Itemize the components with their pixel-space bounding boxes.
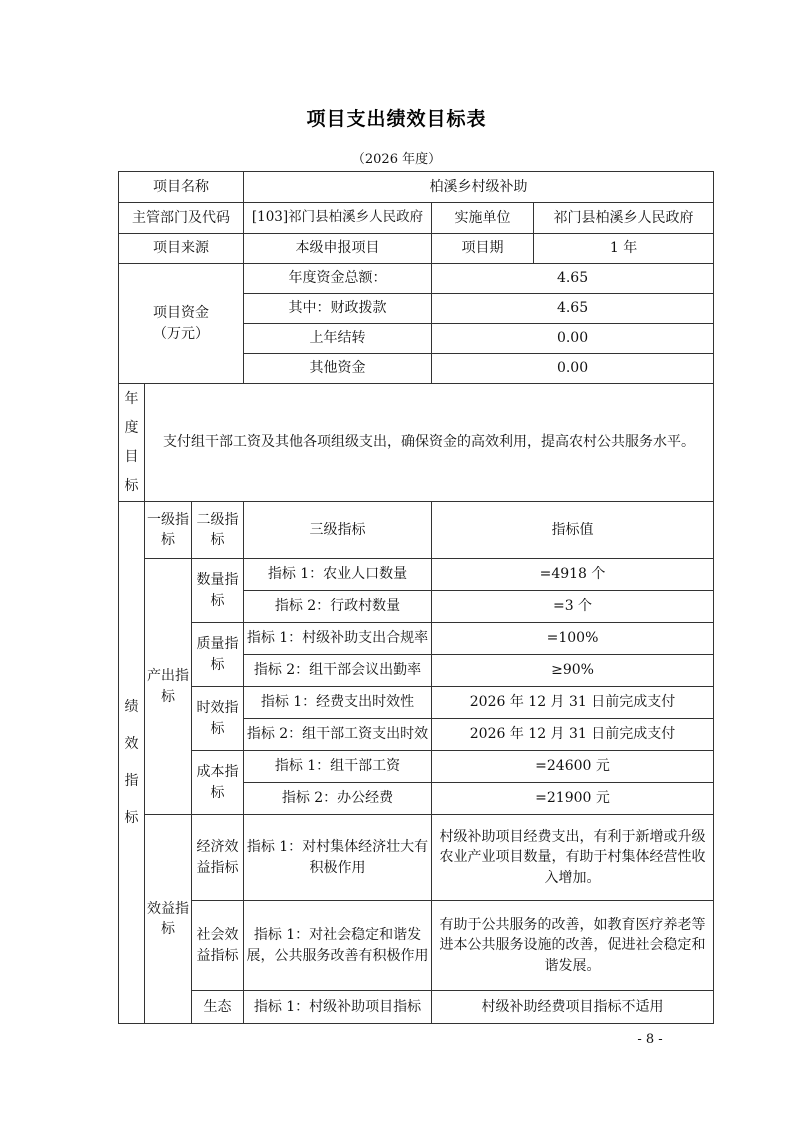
indicator-l3: 指标 2：行政村数量 bbox=[244, 591, 432, 623]
implementing-unit-label: 实施单位 bbox=[432, 203, 534, 234]
page-title: 项目支出绩效目标表 bbox=[306, 108, 487, 130]
implementing-unit-value: 祁门县柏溪乡人民政府 bbox=[534, 203, 714, 234]
header-level2: 二级指标 bbox=[192, 502, 244, 559]
table-row bbox=[119, 901, 714, 991]
output-indicators-label: 产出指标 bbox=[145, 559, 192, 815]
table-row bbox=[119, 559, 714, 591]
project-source-value: 本级申报项目 bbox=[244, 234, 432, 264]
table-row bbox=[119, 203, 714, 234]
indicator-value: 有助于公共服务的改善，如教育医疗养老等进本公共服务设施的改善，促进社会稳定和谐发展。 bbox=[432, 901, 714, 991]
table-row bbox=[119, 751, 714, 783]
project-period-value: 1 年 bbox=[534, 234, 714, 264]
department-value: [103]祁门县柏溪乡人民政府 bbox=[244, 203, 432, 234]
table-row bbox=[119, 384, 714, 502]
table-row bbox=[119, 623, 714, 655]
funding-label-line1: 项目资金 bbox=[153, 305, 209, 322]
page-number: - 8 - bbox=[637, 1032, 663, 1047]
project-funding-label bbox=[119, 264, 244, 384]
indicator-l3: 指标 1：经费支出时效性 bbox=[244, 687, 432, 719]
performance-target-table bbox=[118, 171, 714, 1024]
cost-group-label: 成本指标 bbox=[192, 751, 244, 815]
annual-goal-label bbox=[119, 384, 145, 502]
indicator-value: ≥90% bbox=[432, 655, 714, 687]
indicator-l3: 指标 1：村级补助项目指标 bbox=[244, 991, 432, 1024]
funding-row-name: 其他资金 bbox=[244, 354, 432, 384]
indicator-value: =3 个 bbox=[432, 591, 714, 623]
indicator-l3: 指标 2：组干部会议出勤率 bbox=[244, 655, 432, 687]
indicator-l3: 指标 1：对村集体经济壮大有积极作用 bbox=[244, 815, 432, 901]
funding-row-value: 0.00 bbox=[432, 354, 714, 384]
indicator-value: =100% bbox=[432, 623, 714, 655]
table-row bbox=[119, 815, 714, 901]
table-row bbox=[119, 687, 714, 719]
header-level3: 三级指标 bbox=[244, 502, 432, 559]
indicator-value: 村级补助经费项目指标不适用 bbox=[432, 991, 714, 1024]
timeliness-group-label: 时效指标 bbox=[192, 687, 244, 751]
annual-goal-content: 支付组干部工资及其他各项组级支出，确保资金的高效利用，提高农村公共服务水平。 bbox=[145, 384, 714, 502]
department-label: 主管部门及代码 bbox=[119, 203, 244, 234]
funding-row-name: 年度资金总额： bbox=[244, 264, 432, 294]
indicator-value: 2026 年 12 月 31 日前完成支付 bbox=[432, 687, 714, 719]
project-period-label: 项目期 bbox=[432, 234, 534, 264]
table-row bbox=[119, 991, 714, 1024]
quantity-group-label: 数量指标 bbox=[192, 559, 244, 623]
table-row bbox=[119, 172, 714, 203]
indicator-value: 2026 年 12 月 31 日前完成支付 bbox=[432, 719, 714, 751]
header-level1: 一级指标 bbox=[145, 502, 192, 559]
funding-row-value: 0.00 bbox=[432, 324, 714, 354]
funding-row-value: 4.65 bbox=[432, 294, 714, 324]
indicator-l3: 指标 1：对社会稳定和谐发展，公共服务改善有积极作用 bbox=[244, 901, 432, 991]
indicator-value: =21900 元 bbox=[432, 783, 714, 815]
funding-row-name: 上年结转 bbox=[244, 324, 432, 354]
table-row bbox=[119, 234, 714, 264]
indicator-value: 村级补助项目经费支出，有利于新增或升级农业产业项目数量，有助于村集体经营性收入增加。 bbox=[432, 815, 714, 901]
indicator-l3: 指标 1：村级补助支出合规率 bbox=[244, 623, 432, 655]
funding-row-value: 4.65 bbox=[432, 264, 714, 294]
eco-benefit-group-label: 生态 bbox=[192, 991, 244, 1024]
page-subtitle: （2026 年度） bbox=[351, 152, 442, 167]
table-row bbox=[119, 502, 714, 559]
benefit-indicators-label: 效益指标 bbox=[145, 815, 192, 1024]
indicator-l3: 指标 2：办公经费 bbox=[244, 783, 432, 815]
project-name-label: 项目名称 bbox=[119, 172, 244, 203]
social-benefit-group-label: 社会效益指标 bbox=[192, 901, 244, 991]
indicator-l3: 指标 1：组干部工资 bbox=[244, 751, 432, 783]
header-value: 指标值 bbox=[432, 502, 714, 559]
project-name-value: 柏溪乡村级补助 bbox=[244, 172, 714, 203]
indicator-l3: 指标 2：组干部工资支出时效 bbox=[244, 719, 432, 751]
funding-row-name: 其中：财政拨款 bbox=[244, 294, 432, 324]
performance-indicators-side-label bbox=[119, 502, 145, 1024]
indicator-value: =4918 个 bbox=[432, 559, 714, 591]
project-source-label: 项目来源 bbox=[119, 234, 244, 264]
indicator-value: =24600 元 bbox=[432, 751, 714, 783]
indicator-l3: 指标 1：农业人口数量 bbox=[244, 559, 432, 591]
funding-label-line2: （万元） bbox=[153, 325, 209, 342]
table-row bbox=[119, 264, 714, 294]
economic-benefit-group-label: 经济效益指标 bbox=[192, 815, 244, 901]
quality-group-label: 质量指标 bbox=[192, 623, 244, 687]
annual-goal-label-text: 年度目标 bbox=[124, 390, 139, 494]
performance-indicators-side-text: 绩效指标 bbox=[124, 698, 139, 826]
